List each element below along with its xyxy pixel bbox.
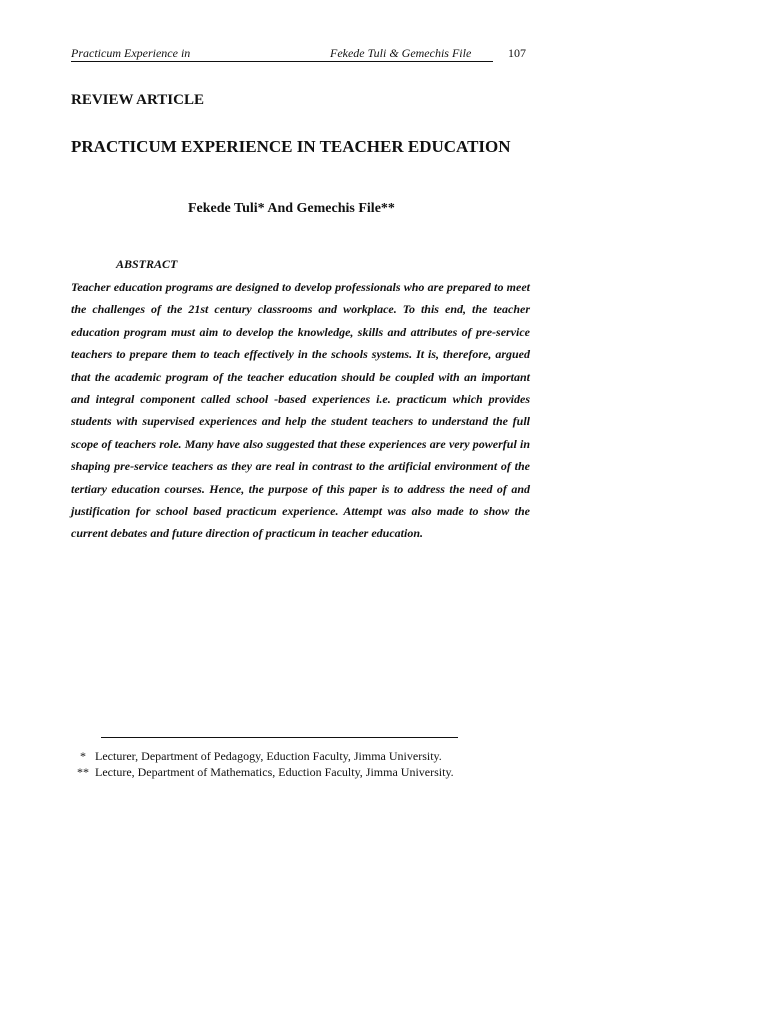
author-line: Fekede Tuli* And Gemechis File** <box>188 201 395 216</box>
footnote <box>74 748 454 764</box>
header-rule <box>71 61 493 62</box>
footnote-mark: * <box>80 749 86 763</box>
footnote-mark: ** <box>77 765 89 779</box>
running-header-short-title: Practicum Experience in <box>71 46 191 60</box>
article-type-label: REVIEW ARTICLE <box>71 92 204 108</box>
footnote-separator <box>101 737 458 738</box>
page-number: 107 <box>508 46 526 60</box>
abstract-heading: ABSTRACT <box>116 257 178 271</box>
footnote <box>74 764 454 780</box>
running-header-authors: Fekede Tuli & Gemechis File <box>330 46 472 60</box>
running-header <box>71 46 527 64</box>
footnote-text: Lecturer, Department of Pedagogy, Eduction Faculty, Jimma University. <box>95 749 442 763</box>
footnote-text: Lecture, Department of Mathematics, Eduction Faculty, Jimma University. <box>95 765 454 779</box>
article-title: PRACTICUM EXPERIENCE IN TEACHER EDUCATION <box>71 137 511 156</box>
footnote-list <box>74 748 454 780</box>
abstract-body: Teacher education programs are designed to develop professionals who are prepared to meet the challenges of the 21st century classrooms and workplace. To this end, the teacher education program must aim to develop the knowledge, skills and attributes of pre-service teachers to prepare them to teach effectively in the schools systems. It is, therefore, argued that the academic program of the teacher education should be coupled with an important and integral component called school -based experiences i.e. practicum which provides students with supervised experiences and help the student teachers to understand the full scope of teachers role. Many have also suggested that these experiences are very powerful in shaping pre-service teachers as they are real in contrast to the artificial environment of the tertiary education courses. Hence, the purpose of this paper is to address the need of and justification for school based practicum experience. Attempt was also made to show the current debates and future direction of practicum in teacher education. <box>71 280 530 541</box>
